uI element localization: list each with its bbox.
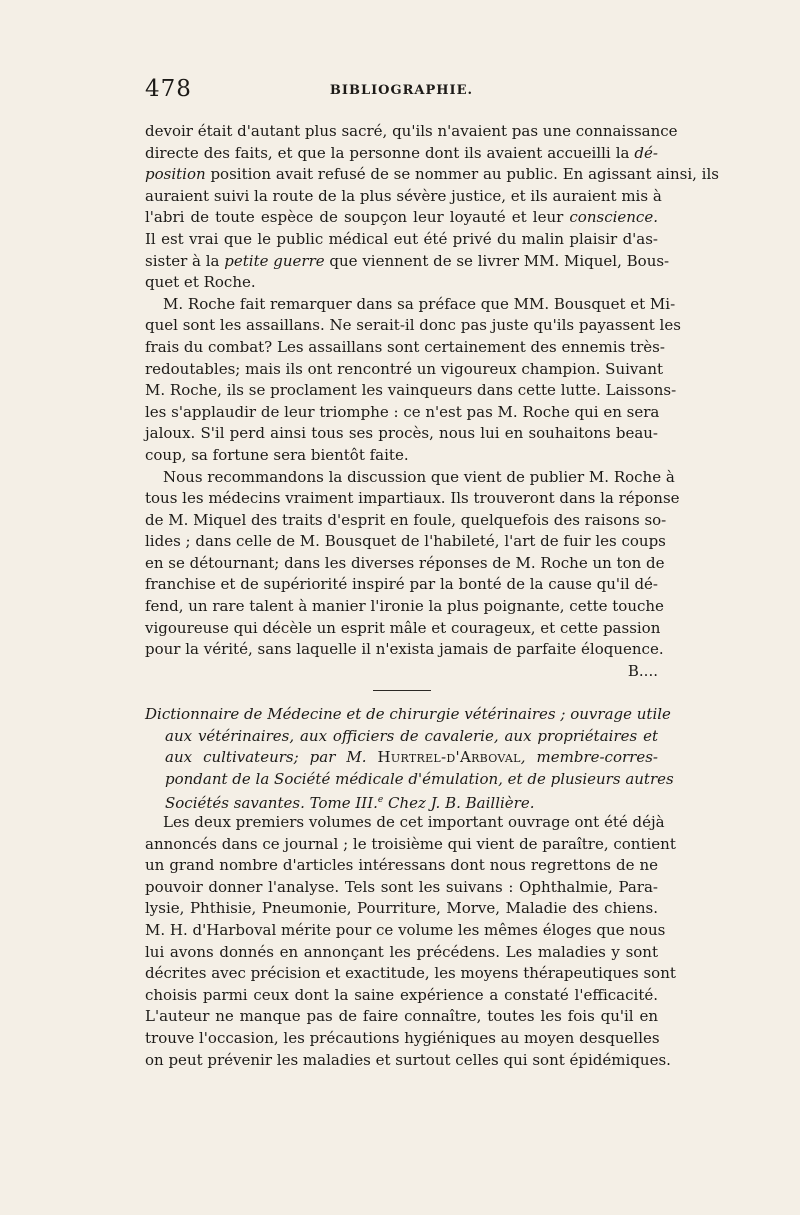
text-line: lui avons donnés en annonçant les précédens. Les maladies y sont bbox=[145, 942, 658, 961]
text-line: Nous recommandons la discussion que vient de publier M. Roche à bbox=[163, 467, 675, 486]
running-title: BIBLIOGRAPHIE. bbox=[329, 83, 474, 98]
text-line: choisis parmi ceux dont la saine expérience a constaté l'efficacité. bbox=[145, 985, 658, 1004]
text-line: vigoureuse qui décèle un esprit mâle et courageux, et cette passion bbox=[145, 618, 661, 637]
text-line: franchise et de supériorité inspiré par la bonté de la cause qu'il dé- bbox=[145, 575, 658, 594]
text-line: pouvoir donner l'analyse. Tels sont les suivans : Ophthalmie, Para- bbox=[145, 877, 658, 896]
text-line: Il est vrai que le public médical eut été privé du malin plaisir d'as- bbox=[145, 229, 658, 248]
text-line: directe des faits, et que la personne dont ils avaient accueilli la dé- bbox=[145, 143, 658, 162]
text-line: lides ; dans celle de M. Bousquet de l'habileté, l'art de fuir les coups bbox=[145, 532, 666, 551]
text-line: jaloux. S'il perd ainsi tous ses procès, nous lui en souhaitons beau- bbox=[145, 424, 658, 443]
text-line: lysie, Phthisie, Pneumonie, Pourriture, Morve, Maladie des chiens. bbox=[145, 899, 658, 918]
text-line: auraient suivi la route de la plus sévère justice, et ils auraient mis à bbox=[145, 186, 662, 205]
text-line: frais du combat? Les assaillans sont certainement des ennemis très- bbox=[145, 337, 665, 356]
text-line: pour la vérité, sans laquelle il n'exista jamais de parfaite éloquence. bbox=[145, 640, 664, 659]
body-text bbox=[145, 121, 719, 1071]
review-title-line: Dictionnaire de Médecine et de chirurgie vétérinaires ; ouvrage utile bbox=[145, 705, 671, 724]
review-title-line: aux vétérinaires, aux officiers de cavalerie, aux propriétaires et bbox=[165, 726, 658, 745]
text-line: M. Roche fait remarquer dans sa préface que MM. Bousquet et Mi- bbox=[163, 294, 676, 313]
text-line: Les deux premiers volumes de cet important ouvrage ont été déjà bbox=[163, 813, 665, 831]
signature: B.... bbox=[627, 661, 658, 680]
text-line: quel sont les assaillans. Ne serait-il donc pas juste qu'ils payassent les bbox=[145, 316, 681, 335]
review-title-line: pondant de la Société médicale d'émulation, et de plusieurs autres bbox=[165, 769, 674, 788]
text-line: coup, sa fortune sera bientôt faite. bbox=[145, 445, 409, 464]
review-title-line: Sociétés savantes. Tome III.$^e$ Chez J. B. Baillière. bbox=[165, 794, 535, 813]
text-line: de M. Miquel des traits d'esprit en foule, quelquefois des raisons so- bbox=[145, 510, 667, 529]
text-line: annoncés dans ce journal ; le troisième qui vient de paraître, contient bbox=[145, 834, 676, 853]
text-line: on peut prévenir les maladies et surtout celles qui sont épidémiques. bbox=[145, 1050, 671, 1069]
text-line: un grand nombre d'articles intéressans dont nous regrettons de ne bbox=[145, 856, 658, 875]
text-line: trouve l'occasion, les précautions hygiéniques au moyen desquelles bbox=[145, 1028, 660, 1047]
text-line: tous les médecins vraiment impartiaux. Ils trouveront dans la réponse bbox=[145, 489, 680, 508]
text-line: sister à la petite guerre que viennent de se livrer MM. Miquel, Bous- bbox=[145, 251, 670, 270]
page-header bbox=[145, 74, 658, 108]
text-line: L'auteur ne manque pas de faire connaître, toutes les fois qu'il en bbox=[145, 1007, 658, 1026]
text-line: fend, un rare talent à manier l'ironie la plus poignante, cette touche bbox=[145, 597, 664, 616]
text-line: M. H. d'Harboval mérite pour ce volume les mêmes éloges que nous bbox=[145, 920, 666, 939]
text-line: en se détournant; dans les diverses réponses de M. Roche un ton de bbox=[145, 553, 665, 572]
text-line: redoutables; mais ils ont rencontré un vigoureux champion. Suivant bbox=[145, 359, 664, 378]
page-number: 478 bbox=[145, 76, 192, 102]
text-line: l'abri de toute espèce de soupçon leur loyauté et leur conscience. bbox=[145, 208, 658, 227]
author-name: Hurtrel-d'Arboval bbox=[377, 748, 521, 767]
text-line: quet et Roche. bbox=[145, 273, 256, 292]
text-line: les s'applaudir de leur triomphe : ce n'est pas M. Roche qui en sera bbox=[145, 402, 660, 421]
text-line: position position avait refusé de se nommer au public. En agissant ainsi, ils bbox=[145, 165, 719, 184]
text-line: M. Roche, ils se proclament les vainqueurs dans cette lutte. Laissons- bbox=[145, 381, 677, 400]
text-line: devoir était d'autant plus sacré, qu'ils n'avaient pas une connaissance bbox=[145, 122, 678, 140]
text-line: décrites avec précision et exactitude, les moyens thérapeutiques sont bbox=[145, 964, 676, 983]
divider-rule bbox=[373, 690, 431, 691]
review-title-line: aux cultivateurs; par M. Hurtrel-d'Arboval, membre-corres- bbox=[165, 748, 658, 767]
section-divider bbox=[145, 682, 658, 704]
